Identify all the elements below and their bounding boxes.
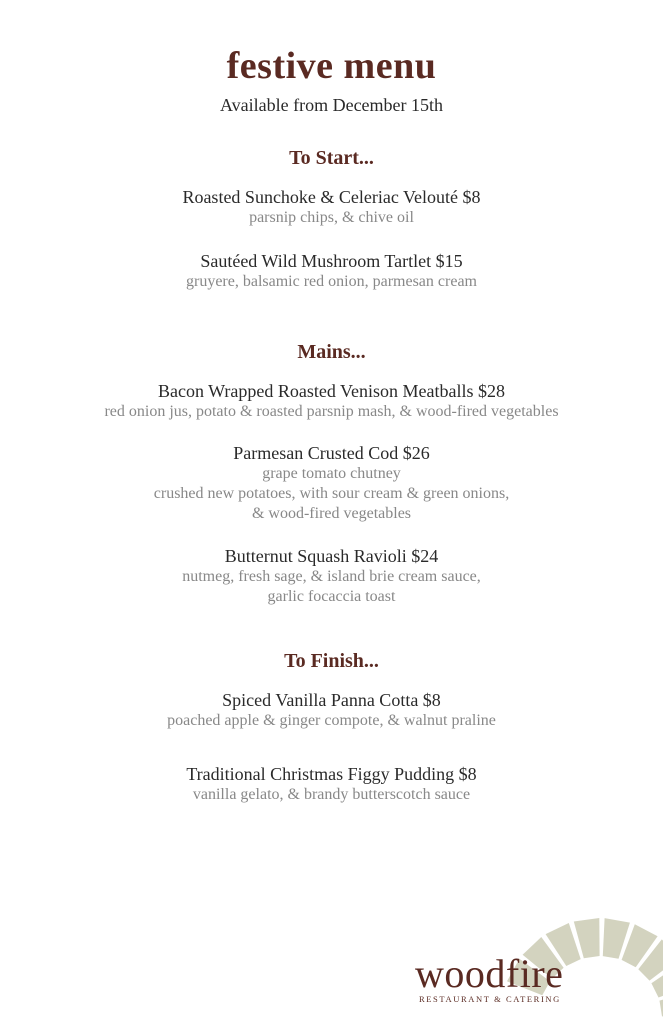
- item-description: & wood-fired vegetables: [251, 505, 412, 522]
- item-name: Sautéed Wild Mushroom Tartlet $15: [200, 251, 463, 271]
- item-name: Parmesan Crusted Cod $26: [233, 443, 430, 463]
- item-name: Spiced Vanilla Panna Cotta $8: [222, 690, 441, 710]
- item-description: vanilla gelato, & brandy butterscotch sauce: [192, 786, 471, 803]
- item-description: parsnip chips, & chive oil: [249, 209, 414, 226]
- section-heading-mains: Mains...: [297, 341, 366, 363]
- logo-tagline: RESTAURANT & CATERING: [419, 994, 561, 1004]
- menu-subtitle: Available from December 15th: [219, 95, 444, 115]
- menu-item: [0, 545, 663, 607]
- item-description: red onion jus, potato & roasted parsnip mash, & wood-fired vegetables: [104, 403, 559, 420]
- menu-item: [0, 442, 663, 524]
- woodfire-logo: [405, 900, 663, 1024]
- logo-wordmark: woodfire: [415, 951, 564, 996]
- item-description: gruyere, balsamic red onion, parmesan cream: [186, 273, 477, 290]
- item-name: Butternut Squash Ravioli $24: [224, 546, 439, 566]
- menu-item: [0, 380, 663, 422]
- item-description: poached apple & ginger compote, & walnut praline: [167, 712, 496, 729]
- menu-title: festive menu: [226, 45, 437, 87]
- menu-item: [0, 763, 663, 805]
- item-description: crushed new potatoes, with sour cream & green onions,: [153, 485, 510, 502]
- menu-item: [0, 250, 663, 292]
- menu-item: [0, 186, 663, 228]
- item-description: nutmeg, fresh sage, & island brie cream sauce,: [182, 568, 481, 585]
- section-heading-start: To Start...: [289, 147, 374, 169]
- item-description: grape tomato chutney: [262, 465, 401, 482]
- item-description: garlic focaccia toast: [267, 588, 396, 605]
- menu-item: [0, 689, 663, 731]
- section-heading-finish: To Finish...: [284, 650, 379, 672]
- item-name: Traditional Christmas Figgy Pudding $8: [186, 764, 477, 784]
- item-name: Bacon Wrapped Roasted Venison Meatballs $28: [157, 381, 506, 401]
- item-name: Roasted Sunchoke & Celeriac Velouté $8: [182, 187, 481, 207]
